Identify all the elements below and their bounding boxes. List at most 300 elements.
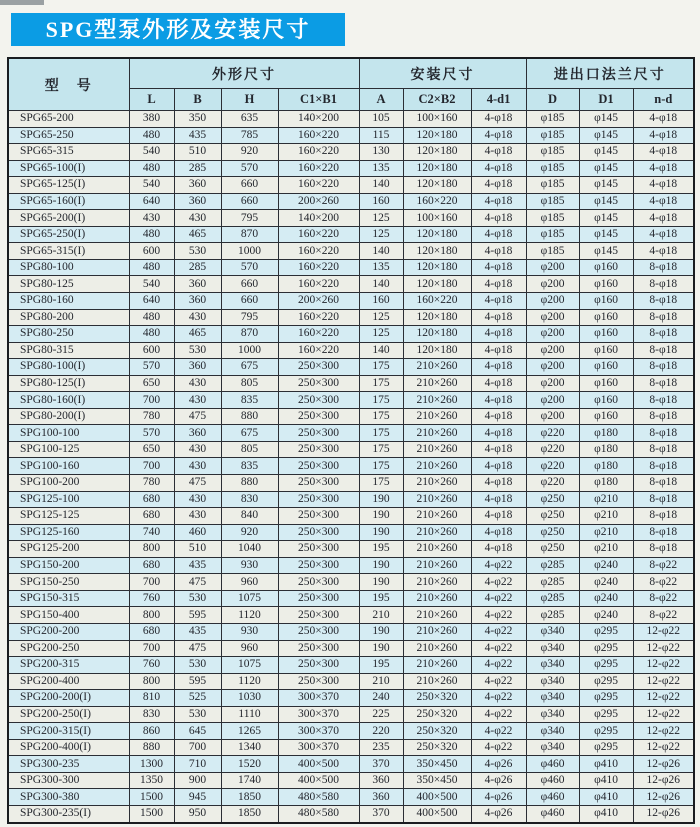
- value-cell: 710: [174, 756, 221, 773]
- model-cell: SPG65-250(I): [8, 226, 129, 243]
- value-cell: 4-φ18: [471, 293, 526, 310]
- value-cell: 210: [359, 607, 403, 624]
- value-cell: 125: [359, 326, 403, 343]
- value-cell: 1850: [221, 805, 278, 822]
- value-cell: φ340: [526, 690, 579, 707]
- value-cell: 930: [221, 557, 278, 574]
- value-cell: 1340: [221, 739, 278, 756]
- value-cell: 380: [129, 111, 174, 128]
- model-cell: SPG80-315: [8, 342, 129, 359]
- column-header-1: B: [174, 89, 221, 111]
- value-cell: φ340: [526, 640, 579, 657]
- value-cell: 475: [174, 475, 221, 492]
- value-cell: 8-φ18: [633, 425, 694, 442]
- value-cell: 400×500: [403, 789, 471, 806]
- scan-artifact: [0, 0, 44, 5]
- value-cell: 675: [221, 359, 278, 376]
- model-cell: SPG300-300: [8, 772, 129, 789]
- value-cell: 250×320: [403, 723, 471, 740]
- value-cell: 250×300: [278, 475, 359, 492]
- value-cell: 120×180: [403, 160, 471, 177]
- value-cell: 125: [359, 226, 403, 243]
- value-cell: 12-φ26: [633, 756, 694, 773]
- value-cell: 100×160: [403, 111, 471, 128]
- value-cell: 115: [359, 127, 403, 144]
- model-cell: SPG300-235: [8, 756, 129, 773]
- value-cell: 595: [174, 607, 221, 624]
- value-cell: 4-φ18: [471, 408, 526, 425]
- value-cell: 4-φ18: [471, 177, 526, 194]
- value-cell: φ200: [526, 375, 579, 392]
- value-cell: 465: [174, 226, 221, 243]
- value-cell: φ185: [526, 193, 579, 210]
- column-header-8: D1: [579, 89, 633, 111]
- value-cell: φ145: [579, 243, 633, 260]
- column-header-5: C2×B2: [403, 89, 471, 111]
- value-cell: 830: [221, 491, 278, 508]
- value-cell: 480: [129, 309, 174, 326]
- value-cell: φ200: [526, 309, 579, 326]
- value-cell: φ185: [526, 127, 579, 144]
- value-cell: 250×300: [278, 623, 359, 640]
- value-cell: 200×260: [278, 293, 359, 310]
- value-cell: 210: [359, 673, 403, 690]
- value-cell: 870: [221, 326, 278, 343]
- table-row: [8, 805, 694, 822]
- value-cell: 8-φ18: [633, 508, 694, 525]
- value-cell: φ200: [526, 359, 579, 376]
- model-cell: SPG100-125: [8, 441, 129, 458]
- model-cell: SPG65-125(I): [8, 177, 129, 194]
- value-cell: 12-φ22: [633, 723, 694, 740]
- value-cell: 4-φ22: [471, 723, 526, 740]
- model-cell: SPG65-315(I): [8, 243, 129, 260]
- table-row: [8, 640, 694, 657]
- value-cell: 4-φ26: [471, 756, 526, 773]
- value-cell: 360: [174, 177, 221, 194]
- value-cell: 250×300: [278, 458, 359, 475]
- value-cell: 120×180: [403, 326, 471, 343]
- value-cell: 160×220: [278, 160, 359, 177]
- value-cell: 540: [129, 276, 174, 293]
- value-cell: 125: [359, 210, 403, 227]
- value-cell: 175: [359, 359, 403, 376]
- model-cell: SPG125-125: [8, 508, 129, 525]
- model-cell: SPG65-250: [8, 127, 129, 144]
- value-cell: 460: [174, 524, 221, 541]
- value-cell: φ285: [526, 590, 579, 607]
- value-cell: 210×260: [403, 491, 471, 508]
- value-cell: 805: [221, 375, 278, 392]
- value-cell: φ200: [526, 408, 579, 425]
- value-cell: 8-φ18: [633, 276, 694, 293]
- value-cell: 1265: [221, 723, 278, 740]
- value-cell: 370: [359, 756, 403, 773]
- value-cell: 1040: [221, 541, 278, 558]
- table-row: [8, 590, 694, 607]
- value-cell: φ340: [526, 739, 579, 756]
- table-row: [8, 259, 694, 276]
- value-cell: 8-φ18: [633, 342, 694, 359]
- value-cell: 360: [174, 276, 221, 293]
- table-row: [8, 557, 694, 574]
- value-cell: 400×500: [278, 756, 359, 773]
- value-cell: φ410: [579, 805, 633, 822]
- value-cell: φ160: [579, 408, 633, 425]
- value-cell: 740: [129, 524, 174, 541]
- value-cell: 250×320: [403, 690, 471, 707]
- value-cell: 4-φ18: [471, 226, 526, 243]
- value-cell: 140: [359, 342, 403, 359]
- value-cell: 570: [129, 359, 174, 376]
- value-cell: φ295: [579, 723, 633, 740]
- header-group-row: [8, 58, 694, 89]
- value-cell: φ185: [526, 144, 579, 161]
- value-cell: 1000: [221, 243, 278, 260]
- value-cell: 4-φ22: [471, 557, 526, 574]
- value-cell: 250×300: [278, 359, 359, 376]
- table-row: [8, 657, 694, 674]
- value-cell: 8-φ18: [633, 309, 694, 326]
- value-cell: 510: [174, 144, 221, 161]
- value-cell: 160×220: [278, 276, 359, 293]
- value-cell: 760: [129, 657, 174, 674]
- value-cell: 660: [221, 293, 278, 310]
- value-cell: 430: [174, 441, 221, 458]
- value-cell: 830: [129, 706, 174, 723]
- value-cell: 540: [129, 144, 174, 161]
- value-cell: 960: [221, 574, 278, 591]
- value-cell: 4-φ22: [471, 640, 526, 657]
- value-cell: 700: [129, 640, 174, 657]
- value-cell: φ285: [526, 574, 579, 591]
- value-cell: φ240: [579, 607, 633, 624]
- value-cell: φ250: [526, 491, 579, 508]
- table-row: [8, 706, 694, 723]
- value-cell: 120×180: [403, 144, 471, 161]
- table-row: [8, 111, 694, 128]
- value-cell: 8-φ18: [633, 541, 694, 558]
- table-row: [8, 723, 694, 740]
- value-cell: φ240: [579, 557, 633, 574]
- value-cell: 235: [359, 739, 403, 756]
- value-cell: 250×300: [278, 607, 359, 624]
- value-cell: 4-φ18: [471, 144, 526, 161]
- value-cell: φ210: [579, 541, 633, 558]
- value-cell: 430: [174, 491, 221, 508]
- value-cell: 435: [174, 557, 221, 574]
- table-row: [8, 210, 694, 227]
- value-cell: φ160: [579, 276, 633, 293]
- table-row: [8, 739, 694, 756]
- value-cell: 285: [174, 160, 221, 177]
- value-cell: 4-φ22: [471, 739, 526, 756]
- value-cell: 120×180: [403, 127, 471, 144]
- value-cell: 700: [129, 392, 174, 409]
- value-cell: 360: [174, 293, 221, 310]
- table-row: [8, 690, 694, 707]
- value-cell: 190: [359, 557, 403, 574]
- value-cell: 100×160: [403, 210, 471, 227]
- model-cell: SPG80-160(I): [8, 392, 129, 409]
- model-cell: SPG80-160: [8, 293, 129, 310]
- column-group-install-dimensions: 安装尺寸: [359, 58, 526, 89]
- table-row: [8, 789, 694, 806]
- value-cell: 160×220: [278, 243, 359, 260]
- value-cell: φ220: [526, 441, 579, 458]
- value-cell: 105: [359, 111, 403, 128]
- value-cell: 660: [221, 193, 278, 210]
- value-cell: φ185: [526, 210, 579, 227]
- model-cell: SPG150-200: [8, 557, 129, 574]
- value-cell: 210×260: [403, 541, 471, 558]
- table-row: [8, 607, 694, 624]
- value-cell: 4-φ18: [633, 177, 694, 194]
- value-cell: 250×300: [278, 574, 359, 591]
- table-row: [8, 326, 694, 343]
- value-cell: 190: [359, 491, 403, 508]
- value-cell: 210×260: [403, 607, 471, 624]
- value-cell: 210×260: [403, 359, 471, 376]
- value-cell: 140: [359, 243, 403, 260]
- table-row: [8, 243, 694, 260]
- value-cell: 8-φ18: [633, 326, 694, 343]
- model-cell: SPG125-200: [8, 541, 129, 558]
- value-cell: 400×500: [278, 772, 359, 789]
- value-cell: φ250: [526, 508, 579, 525]
- table-row: [8, 772, 694, 789]
- table-row: [8, 425, 694, 442]
- value-cell: 4-φ18: [633, 127, 694, 144]
- value-cell: 1120: [221, 607, 278, 624]
- value-cell: 650: [129, 441, 174, 458]
- model-cell: SPG80-250: [8, 326, 129, 343]
- value-cell: 810: [129, 690, 174, 707]
- table-row: [8, 160, 694, 177]
- value-cell: 195: [359, 657, 403, 674]
- value-cell: 12-φ26: [633, 772, 694, 789]
- value-cell: 930: [221, 623, 278, 640]
- value-cell: 835: [221, 458, 278, 475]
- value-cell: 4-φ22: [471, 574, 526, 591]
- value-cell: 175: [359, 408, 403, 425]
- value-cell: 250×320: [403, 706, 471, 723]
- value-cell: 210×260: [403, 623, 471, 640]
- value-cell: 4-φ18: [471, 491, 526, 508]
- value-cell: 8-φ22: [633, 607, 694, 624]
- value-cell: 430: [174, 392, 221, 409]
- value-cell: 160: [359, 293, 403, 310]
- value-cell: 250×300: [278, 640, 359, 657]
- value-cell: 4-φ18: [471, 210, 526, 227]
- table-row: [8, 508, 694, 525]
- value-cell: 240: [359, 690, 403, 707]
- value-cell: φ460: [526, 772, 579, 789]
- value-cell: 210×260: [403, 557, 471, 574]
- column-header-0: L: [129, 89, 174, 111]
- value-cell: 4-φ18: [471, 375, 526, 392]
- value-cell: φ295: [579, 657, 633, 674]
- value-cell: 1000: [221, 342, 278, 359]
- value-cell: 760: [129, 590, 174, 607]
- model-cell: SPG80-100(I): [8, 359, 129, 376]
- value-cell: φ200: [526, 392, 579, 409]
- value-cell: φ295: [579, 640, 633, 657]
- value-cell: 250×300: [278, 590, 359, 607]
- value-cell: φ145: [579, 111, 633, 128]
- value-cell: 8-φ18: [633, 259, 694, 276]
- value-cell: 4-φ18: [471, 243, 526, 260]
- value-cell: 4-φ18: [471, 475, 526, 492]
- value-cell: 8-φ22: [633, 557, 694, 574]
- value-cell: 4-φ18: [471, 524, 526, 541]
- value-cell: 8-φ18: [633, 293, 694, 310]
- value-cell: 210×260: [403, 375, 471, 392]
- value-cell: 4-φ18: [471, 342, 526, 359]
- value-cell: 160×220: [278, 342, 359, 359]
- value-cell: 12-φ22: [633, 657, 694, 674]
- value-cell: 120×180: [403, 177, 471, 194]
- value-cell: 600: [129, 342, 174, 359]
- value-cell: 175: [359, 392, 403, 409]
- value-cell: 120×180: [403, 226, 471, 243]
- value-cell: 400×500: [403, 805, 471, 822]
- value-cell: 570: [129, 425, 174, 442]
- value-cell: 680: [129, 557, 174, 574]
- value-cell: 530: [174, 706, 221, 723]
- value-cell: 880: [221, 408, 278, 425]
- value-cell: 920: [221, 144, 278, 161]
- value-cell: 8-φ18: [633, 392, 694, 409]
- value-cell: 480: [129, 127, 174, 144]
- table-row: [8, 193, 694, 210]
- value-cell: 4-φ26: [471, 805, 526, 822]
- model-cell: SPG300-380: [8, 789, 129, 806]
- value-cell: φ340: [526, 623, 579, 640]
- model-cell: SPG200-250(I): [8, 706, 129, 723]
- table-row: [8, 623, 694, 640]
- value-cell: 660: [221, 276, 278, 293]
- value-cell: φ240: [579, 590, 633, 607]
- value-cell: 430: [174, 508, 221, 525]
- value-cell: 4-φ18: [471, 326, 526, 343]
- value-cell: 140×200: [278, 111, 359, 128]
- value-cell: 210×260: [403, 524, 471, 541]
- value-cell: 675: [221, 425, 278, 442]
- value-cell: 8-φ22: [633, 590, 694, 607]
- value-cell: φ250: [526, 524, 579, 541]
- value-cell: 4-φ18: [633, 111, 694, 128]
- value-cell: 465: [174, 326, 221, 343]
- model-cell: SPG200-200(I): [8, 690, 129, 707]
- value-cell: 800: [129, 607, 174, 624]
- value-cell: 360: [174, 359, 221, 376]
- value-cell: 12-φ22: [633, 690, 694, 707]
- value-cell: 175: [359, 425, 403, 442]
- model-cell: SPG150-400: [8, 607, 129, 624]
- value-cell: 8-φ18: [633, 524, 694, 541]
- value-cell: 175: [359, 375, 403, 392]
- value-cell: 210×260: [403, 392, 471, 409]
- value-cell: 130: [359, 144, 403, 161]
- value-cell: 650: [129, 375, 174, 392]
- value-cell: 835: [221, 392, 278, 409]
- value-cell: 510: [174, 541, 221, 558]
- value-cell: 4-φ18: [471, 541, 526, 558]
- model-cell: SPG300-235(I): [8, 805, 129, 822]
- value-cell: 480×580: [278, 789, 359, 806]
- table-row: [8, 574, 694, 591]
- value-cell: 175: [359, 458, 403, 475]
- table-row: [8, 342, 694, 359]
- value-cell: 250×300: [278, 557, 359, 574]
- value-cell: φ160: [579, 392, 633, 409]
- value-cell: 4-φ18: [633, 226, 694, 243]
- value-cell: 8-φ18: [633, 408, 694, 425]
- model-cell: SPG65-200(I): [8, 210, 129, 227]
- value-cell: 430: [174, 210, 221, 227]
- value-cell: 360: [359, 789, 403, 806]
- table-row: [8, 177, 694, 194]
- value-cell: φ200: [526, 326, 579, 343]
- value-cell: 4-φ18: [471, 392, 526, 409]
- value-cell: 4-φ18: [471, 425, 526, 442]
- value-cell: φ185: [526, 160, 579, 177]
- value-cell: 8-φ18: [633, 375, 694, 392]
- model-cell: SPG65-200: [8, 111, 129, 128]
- table-row: [8, 293, 694, 310]
- value-cell: 795: [221, 309, 278, 326]
- model-cell: SPG100-100: [8, 425, 129, 442]
- value-cell: 210×260: [403, 590, 471, 607]
- value-cell: 430: [174, 309, 221, 326]
- value-cell: 360: [174, 425, 221, 442]
- value-cell: 210×260: [403, 508, 471, 525]
- model-cell: SPG125-160: [8, 524, 129, 541]
- table-row: [8, 441, 694, 458]
- value-cell: φ160: [579, 342, 633, 359]
- table-row: [8, 309, 694, 326]
- value-cell: φ210: [579, 508, 633, 525]
- value-cell: 250×300: [278, 425, 359, 442]
- model-cell: SPG150-250: [8, 574, 129, 591]
- value-cell: 480: [129, 259, 174, 276]
- value-cell: 680: [129, 623, 174, 640]
- value-cell: 4-φ22: [471, 690, 526, 707]
- value-cell: 4-φ18: [471, 111, 526, 128]
- table-row: [8, 408, 694, 425]
- value-cell: 4-φ18: [471, 309, 526, 326]
- value-cell: 435: [174, 127, 221, 144]
- value-cell: 8-φ18: [633, 475, 694, 492]
- value-cell: 360: [174, 193, 221, 210]
- value-cell: 4-φ22: [471, 657, 526, 674]
- value-cell: 250×300: [278, 408, 359, 425]
- value-cell: 300×370: [278, 706, 359, 723]
- model-cell: SPG200-400(I): [8, 739, 129, 756]
- value-cell: 530: [174, 342, 221, 359]
- value-cell: 4-φ26: [471, 772, 526, 789]
- value-cell: 540: [129, 177, 174, 194]
- value-cell: 1030: [221, 690, 278, 707]
- value-cell: φ410: [579, 756, 633, 773]
- value-cell: 160×220: [278, 127, 359, 144]
- value-cell: φ340: [526, 673, 579, 690]
- value-cell: φ210: [579, 491, 633, 508]
- value-cell: 4-φ18: [471, 193, 526, 210]
- value-cell: 160×220: [278, 177, 359, 194]
- value-cell: 8-φ18: [633, 458, 694, 475]
